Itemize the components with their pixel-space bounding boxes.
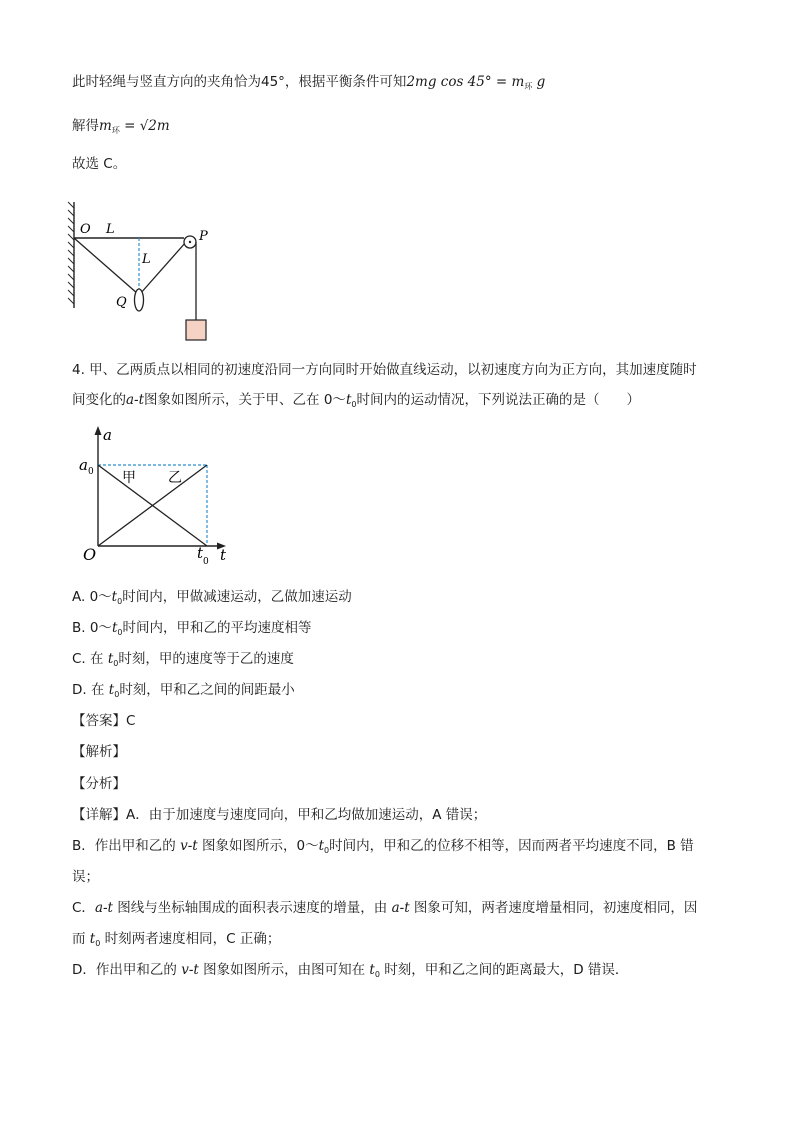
pulley-axle <box>189 241 191 243</box>
detail-6b: 图象如图所示，由图可知在 <box>198 962 370 978</box>
equation-mass: m <box>511 74 525 90</box>
solution-line-1 <box>72 72 545 97</box>
option-c[interactable] <box>72 649 294 674</box>
ring-q <box>135 289 144 311</box>
label-l-top: L <box>106 222 115 237</box>
option-c-t: t <box>107 651 114 667</box>
detail-line-4 <box>72 898 697 918</box>
question-4-line-2 <box>72 390 640 415</box>
q4-at-symbol: a-t <box>126 392 145 408</box>
hanging-block <box>186 320 206 340</box>
answer-value: C <box>126 713 136 729</box>
pulley-diagram <box>66 198 216 344</box>
option-c-prefix: C. 在 <box>72 651 108 667</box>
option-d-t: t <box>108 682 115 698</box>
axis-label-a: a <box>103 426 112 444</box>
option-a-t: t <box>111 589 118 605</box>
detail-2c: 时间内，甲和乙的位移不相等，因而两者平均速度不同，B 错 <box>329 838 694 854</box>
detail-2-t: t <box>318 838 325 854</box>
detail-6-vt: v-t <box>181 962 199 978</box>
label-l-vertical: L <box>142 252 151 267</box>
q4-t-symbol: t <box>345 392 352 408</box>
label-a0: a <box>79 456 88 474</box>
wall-hatching <box>68 202 74 304</box>
q4-text-b: 图象如图所示，关于甲、乙在 0～ <box>144 392 346 408</box>
label-jia: 甲 <box>122 470 136 486</box>
option-b-prefix: B. 0～ <box>72 620 112 636</box>
option-a-text: 时间内，甲做减速运动，乙做加速运动 <box>122 589 352 605</box>
detail-4c: 图象可知，两者速度增量相同，初速度相同，因 <box>409 900 698 916</box>
q4-text-c: 时间内的运动情况，下列说法正确的是（ ） <box>356 392 640 408</box>
option-b-text: 时间内，甲和乙的平均速度相等 <box>122 620 312 636</box>
option-a[interactable] <box>72 587 352 612</box>
label-t0: t <box>197 544 204 562</box>
analysis-label: 【解析】 <box>72 744 126 760</box>
detail-5-sub: 0 <box>95 939 101 948</box>
answer-line <box>72 711 135 731</box>
solution-text-1: 此时轻绳与竖直方向的夹角恰为45°，根据平衡条件可知 <box>72 74 407 90</box>
option-d-prefix: D. 在 <box>72 682 109 698</box>
detail-5a: 而 <box>72 931 90 947</box>
option-a-prefix: A. 0～ <box>72 589 112 605</box>
rope-qp <box>140 242 186 294</box>
detail-line-6 <box>72 960 628 985</box>
detail-4-at: a-t <box>94 900 113 916</box>
solution-line-2 <box>72 116 170 141</box>
q4-text-a: 间变化的 <box>72 392 126 408</box>
detail-line-2 <box>72 836 694 861</box>
detail-text-1: A．由于加速度与速度同向，甲和乙均做加速运动，A 错误； <box>126 807 487 823</box>
option-c-text: 时刻，甲的速度等于乙的速度 <box>118 651 294 667</box>
option-c-sub: 0 <box>113 659 119 668</box>
detail-6c: 时刻，甲和乙之间的距离最大，D 错误． <box>379 962 629 978</box>
detail-line-3: 误； <box>72 869 99 885</box>
detail-6a: D．作出甲和乙的 <box>72 962 182 978</box>
label-origin: O <box>83 545 97 564</box>
option-d-text: 时刻，甲和乙之间的间距最小 <box>119 682 295 698</box>
detail-2-sub: 0 <box>324 846 330 855</box>
detail-2-vt: v-t <box>180 838 198 854</box>
detail-line-1 <box>72 805 486 825</box>
label-o: O <box>80 222 91 237</box>
equation-mass-subscript: 环 <box>524 82 533 91</box>
detail-4b: 图线与坐标轴围成的面积表示速度的增量，由 <box>112 900 392 916</box>
detail-label: 【详解】 <box>72 807 126 823</box>
option-d-sub: 0 <box>114 690 120 699</box>
result-value: = √2m <box>119 118 170 134</box>
option-b-t: t <box>111 620 118 636</box>
label-q: Q <box>116 295 127 310</box>
detail-5b: 时刻两者速度相同，C 正确； <box>100 931 281 947</box>
detail-2a: B．作出甲和乙的 <box>72 838 181 854</box>
detail-4-at2: a-t <box>391 900 410 916</box>
detail-6-sub: 0 <box>374 970 380 979</box>
at-graph <box>76 424 236 574</box>
question-4-line-1: 4. 甲、乙两质点以相同的初速度沿同一方向同时开始做直线运动，以初速度方向为正方向，其加速度随时 <box>72 362 697 378</box>
answer-label: 【答案】 <box>72 713 126 729</box>
detail-line-5 <box>72 929 280 954</box>
equation-left: 2mg cos 45° <box>406 74 492 90</box>
option-b-sub: 0 <box>117 628 123 637</box>
detail-5-t: t <box>89 931 96 947</box>
solution-line-3: 故选 C。 <box>72 156 127 172</box>
label-a0-subscript: 0 <box>88 467 94 477</box>
equation-g: g <box>536 74 546 90</box>
fenxi-label: 【分析】 <box>72 776 126 792</box>
axis-label-t: t <box>220 546 227 564</box>
a-axis-arrow <box>95 426 102 435</box>
q4-t-subscript: 0 <box>351 400 357 409</box>
detail-2b: 图象如图所示，0～ <box>197 838 319 854</box>
solution-text-2: 解得 <box>72 118 99 134</box>
result-mass-subscript: 环 <box>111 126 120 135</box>
option-d[interactable] <box>72 680 295 705</box>
option-b[interactable] <box>72 618 311 643</box>
label-p: P <box>199 229 208 244</box>
detail-6-t: t <box>369 962 375 978</box>
equation-equals: = <box>495 74 508 90</box>
rope-oq <box>74 238 138 294</box>
label-t0-subscript: 0 <box>203 557 209 567</box>
label-yi: 乙 <box>168 470 182 486</box>
detail-4a: C． <box>72 900 95 916</box>
result-mass: m <box>99 118 112 134</box>
option-a-sub: 0 <box>117 597 123 606</box>
